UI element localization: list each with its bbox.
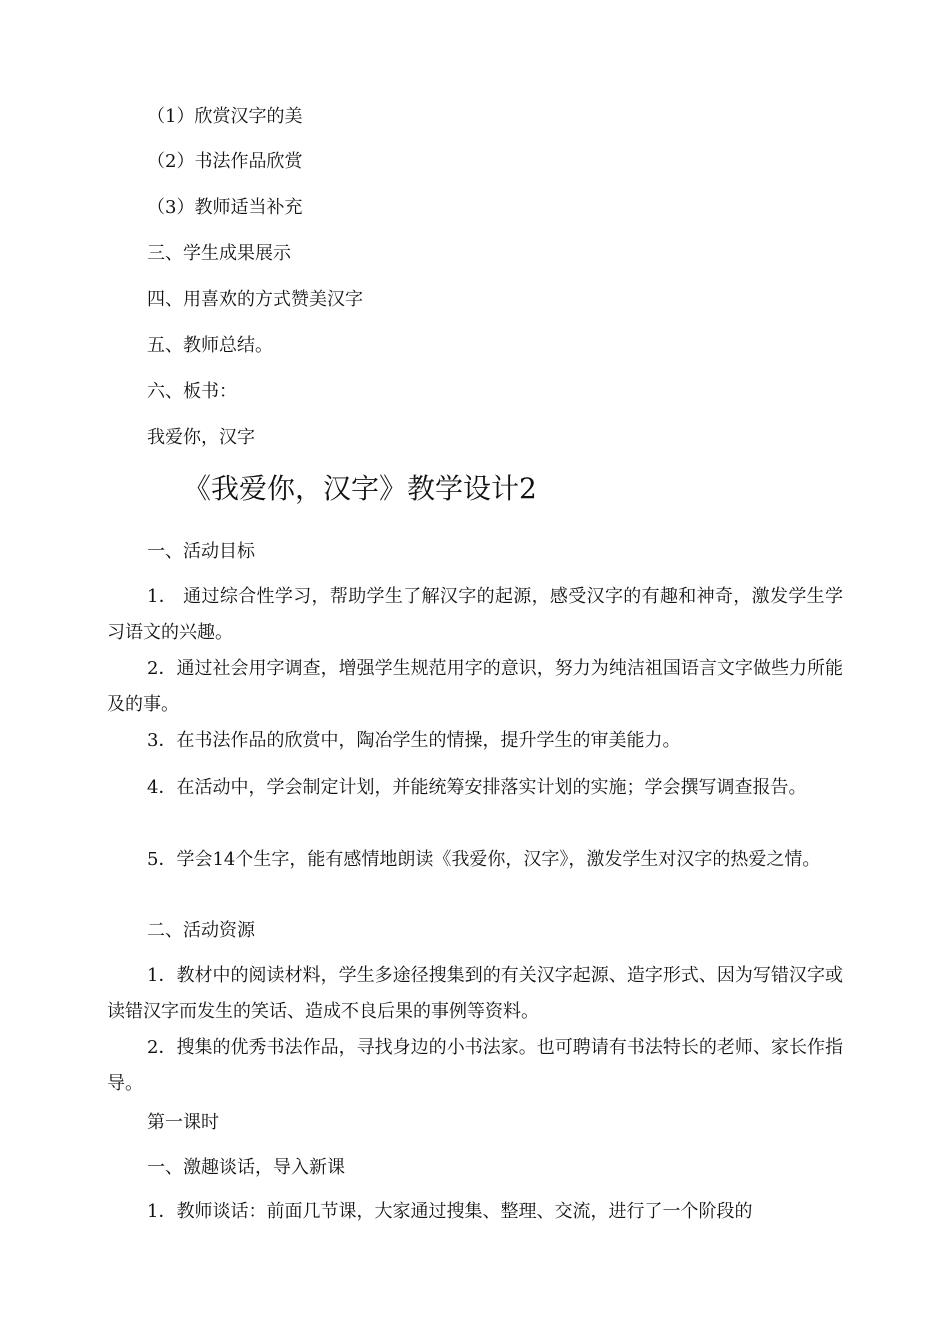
goal-paragraph-4: 4．在活动中，学会制定计划，并能统筹安排落实计划的实施；学会撰写调查报告。 [147, 777, 807, 798]
teacher-talk-paragraph: 1．教师谈话：前面几节课，大家通过搜集、整理、交流，进行了一个阶段的 [147, 1201, 753, 1222]
resource-paragraph-2: 2．搜集的优秀书法作品，寻找身边的小书法家。也可聘请有书法特长的老师、家长作指导。 [107, 1037, 843, 1094]
section-heading-resources: 二、活动资源 [147, 920, 255, 941]
step-heading: 一、激趣谈话，导入新课 [147, 1157, 345, 1178]
section-heading-goals: 一、活动目标 [147, 541, 255, 562]
list-item-blackboard: 六、板书： [147, 381, 237, 402]
document-title: 《我爱你，汉字》教学设计2 [183, 472, 537, 505]
goal-paragraph-2: 2．通过社会用字调查，增强学生规范用字的意识，努力为纯洁祖国语言文字做些力所能及的事。 [107, 658, 843, 715]
goal-paragraph-3: 3．在书法作品的欣赏中，陶冶学生的情操，提升学生的审美能力。 [147, 730, 681, 751]
goal-paragraph-5: 5．学会14个生字，能有感情地朗读《我爱你，汉字》，激发学生对汉字的热爱之情。 [147, 849, 821, 870]
list-item-teacher-supplement: （3）教师适当补充 [147, 197, 303, 218]
goal-paragraph-1: 1． 通过综合性学习，帮助学生了解汉字的起源，感受汉字的有趣和神奇，激发学生学习语文的兴趣。 [107, 586, 843, 643]
list-item-praise-characters: 四、用喜欢的方式赞美汉字 [147, 289, 363, 310]
blackboard-text: 我爱你，汉字 [147, 427, 255, 448]
resource-paragraph-1: 1．教材中的阅读材料，学生多途径搜集到的有关汉字起源、造字形式、因为写错汉字或读错汉字而发生的笑话、造成不良后果的事例等资料。 [107, 965, 843, 1022]
lesson-heading: 第一课时 [147, 1112, 219, 1133]
list-item-teacher-summary: 五、教师总结。 [147, 335, 273, 356]
list-item-calligraphy: （2）书法作品欣赏 [147, 151, 303, 172]
list-item-appreciate-beauty: （1）欣赏汉字的美 [147, 106, 303, 127]
list-item-results-display: 三、学生成果展示 [147, 243, 291, 264]
